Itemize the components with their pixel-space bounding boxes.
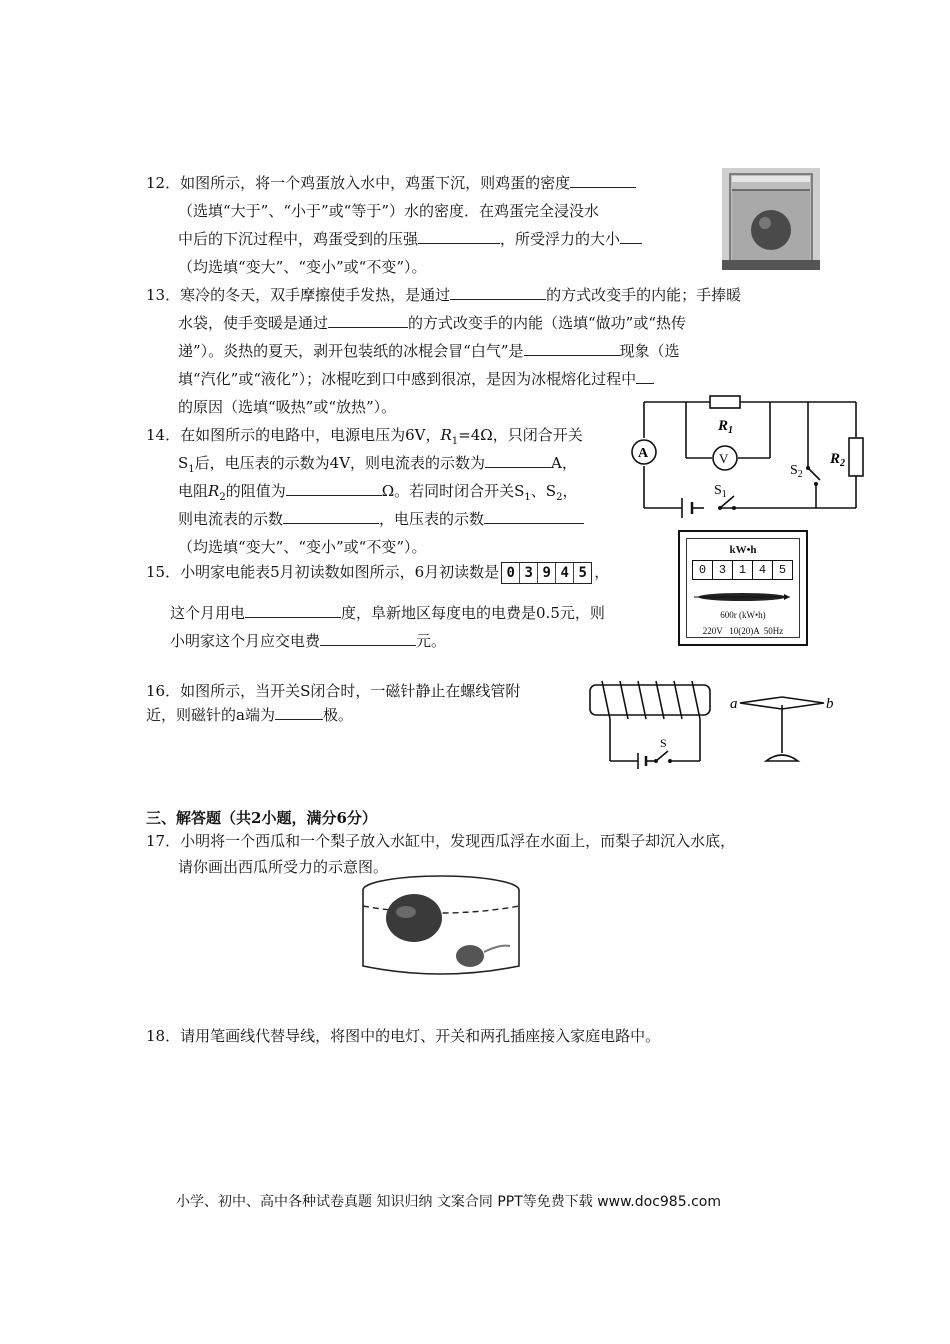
q13-line3: 递”）。炎热的夏天，剥开包装纸的冰棍会冒“白气”是 现象（选 — [178, 342, 680, 360]
footer-text[interactable]: 小学、初中、高中各种试卷真题 知识归纳 文案合同 PPT等免费下载 www.doc985.com — [176, 1194, 721, 1210]
answer-blank[interactable] — [320, 631, 416, 646]
resistor-r2 — [849, 438, 863, 476]
answer-blank[interactable] — [328, 313, 408, 328]
egg-icon — [751, 210, 791, 250]
q14-line3: 电阻$R_2$的阻值为 Ω。若同时闭合开关$S_1$、$S_2$， — [178, 482, 578, 503]
q14-line4: 则电流表的示数 ，电压表的示数 — [178, 509, 584, 529]
q13-line4: 填“汽化”或“液化”）；冰棍吃到口中感到很凉，是因为冰棍熔化过程中 — [178, 369, 654, 389]
r1-label: $R_1$ — [718, 418, 734, 436]
q14-line5: （均选填“变大”、“变小”或“不变”）。 — [178, 538, 427, 556]
label-s: S — [660, 736, 667, 750]
answer-blank[interactable] — [570, 173, 636, 188]
meter-digits: 0 3 1 4 5 — [692, 560, 793, 580]
q14-line2: $S_1$后，电压表的示数为4V，则电流表的示数为 A， — [178, 454, 577, 475]
answer-blank[interactable] — [275, 705, 323, 720]
q12-line1: 12．如图所示，将一个鸡蛋放入水中，鸡蛋下沉，则鸡蛋的密度 — [146, 173, 636, 193]
s1-label: $S_1$ — [714, 483, 727, 500]
tank-image — [360, 872, 522, 984]
meter-spec: 220V 10(20)A 50Hz — [702, 626, 784, 636]
q13-line2: 水袋，使手变暖是通过 的方式改变手的内能（选填“做功”或“热传 — [178, 314, 687, 332]
s2-label: $S_2$ — [790, 463, 803, 480]
voltmeter-label: V — [719, 451, 729, 466]
q12-line4: （均选填“变大”、“变小”或“不变”）。 — [178, 258, 427, 276]
q17-line2: 请你画出西瓜所受力的示意图。 — [178, 858, 389, 876]
q16-line2: 近，则磁针的a端为 极。 — [146, 706, 353, 724]
solenoid-diagram — [580, 665, 850, 775]
answer-blank[interactable] — [286, 481, 382, 496]
egg-in-water-image — [722, 168, 820, 270]
meter-unit: kW•h — [729, 544, 757, 556]
electric-meter — [678, 530, 808, 646]
q15-line3: 小明家这个月应交电费 元。 — [170, 632, 447, 650]
june-reading: 0 3 9 4 5 — [501, 562, 592, 584]
q15-line2: 这个月用电 度，阜新地区每度电的电费是0.5元，则 — [170, 604, 605, 622]
answer-blank[interactable] — [524, 341, 620, 356]
label-b: b — [826, 696, 834, 712]
q14-line1: 14．在如图所示的电路中，电源电压为6V，$R_1=4\Omega$，只闭合开关 — [146, 426, 583, 447]
answer-blank[interactable] — [245, 603, 341, 618]
answer-blank[interactable] — [620, 229, 642, 244]
answer-blank[interactable] — [484, 509, 584, 524]
q18-line1: 18．请用笔画线代替导线，将图中的电灯、开关和两孔插座接入家庭电路中。 — [146, 1027, 661, 1045]
answer-blank[interactable] — [418, 229, 500, 244]
label-a: a — [730, 696, 738, 712]
circuit-diagram — [630, 390, 870, 520]
answer-blank[interactable] — [636, 369, 654, 384]
q13-line5: 的原因（选填“吸热”或“放热”）。 — [178, 398, 397, 416]
answer-blank[interactable] — [283, 509, 379, 524]
r2-label: $R_2$ — [830, 451, 846, 469]
pear-icon — [456, 945, 484, 967]
meter-disc-icon — [692, 588, 794, 606]
answer-blank[interactable] — [450, 285, 546, 300]
q17-line1: 17．小明将一个西瓜和一个梨子放入水缸中，发现西瓜浮在水面上，而梨子却沉入水底， — [146, 832, 736, 850]
resistor-r1 — [710, 396, 740, 408]
q16-line1: 16．如图所示，当开关S闭合时，一磁针静止在螺线管附 — [146, 682, 521, 700]
watermelon-icon — [386, 894, 442, 942]
q15-line1: 15．小明家电能表5月初读数如图所示，6月初读数是 0 3 9 4 5 ， — [146, 562, 609, 584]
q13-line1: 13．寒冷的冬天，双手摩擦使手发热，是通过 的方式改变手的内能；手捧暖 — [146, 286, 742, 304]
meter-rev: 600r (kW•h) — [720, 610, 766, 620]
q12-line2: （选填“大于”、“小于”或“等于”）水的密度．在鸡蛋完全浸没水 — [178, 202, 600, 220]
answer-blank[interactable] — [485, 453, 551, 468]
q12-line3: 中后的下沉过程中，鸡蛋受到的压强 ，所受浮力的大小 — [178, 229, 642, 249]
ammeter-label: A — [638, 446, 649, 461]
section-title: 三、解答题（共2小题，满分6分） — [146, 809, 377, 827]
